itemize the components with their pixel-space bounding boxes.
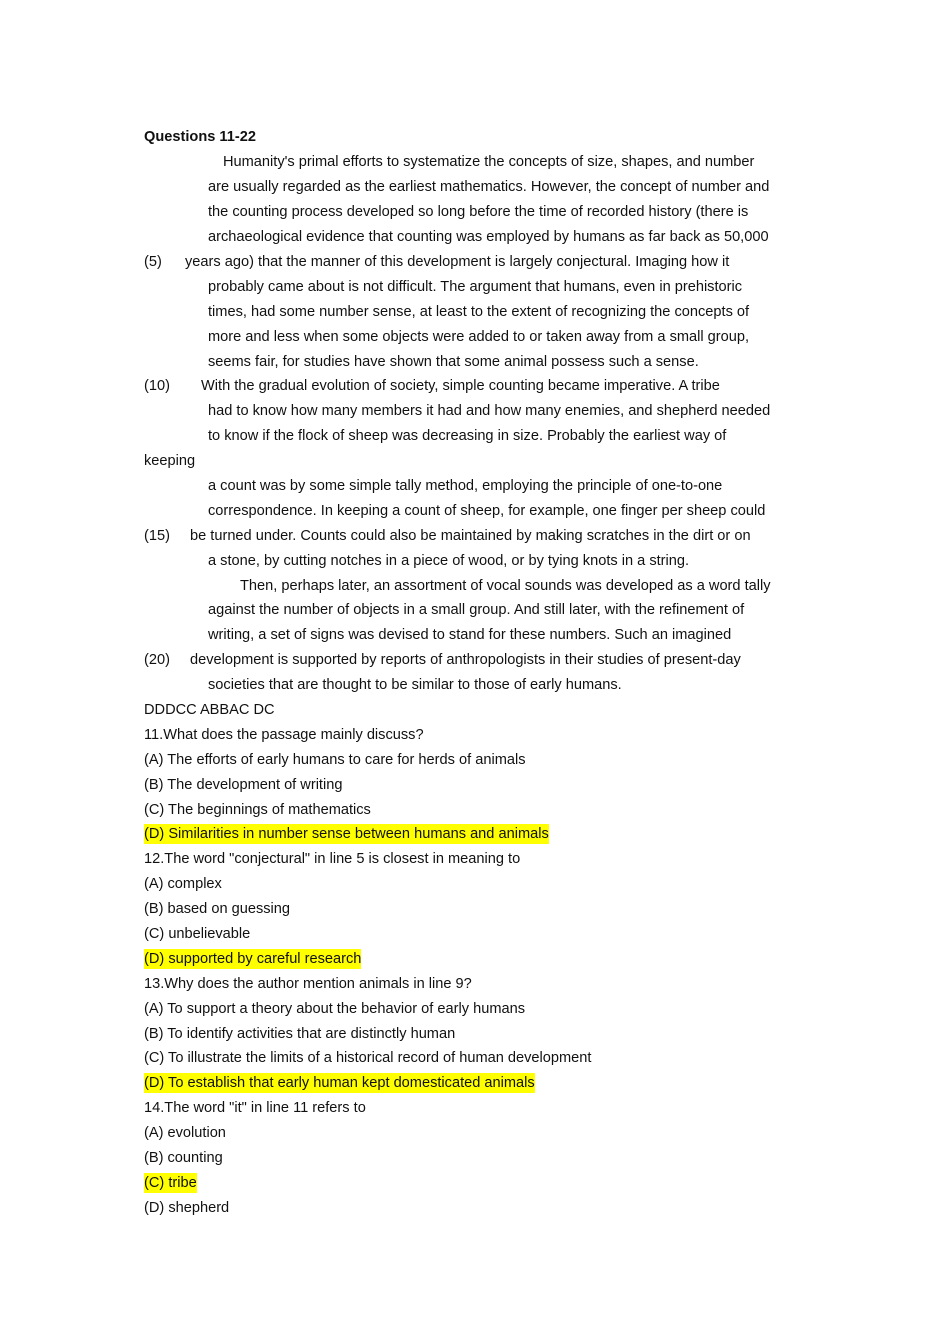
section-title: Questions 11-22 [144, 129, 256, 145]
answer-option: (A) The efforts of early humans to care for herds of animals [144, 752, 526, 768]
line-number: (5) [144, 254, 162, 270]
question-text: 11.What does the passage mainly discuss? [144, 727, 424, 743]
passage-line: to know if the flock of sheep was decreasing in size. Probably the earliest way of [208, 428, 727, 444]
passage-line: probably came about is not difficult. The argument that humans, even in prehistoric [208, 279, 743, 295]
answer-option-highlighted: (D) Similarities in number sense between humans and animals [144, 826, 549, 842]
passage-line: correspondence. In keeping a count of sheep, for example, one finger per sheep could [208, 503, 766, 519]
passage-line: seems fair, for studies have shown that some animal possess such a sense. [208, 354, 699, 370]
line-number: (15) [144, 528, 170, 544]
passage-line: With the gradual evolution of society, simple counting became imperative. A tribe [201, 378, 720, 394]
passage-line: against the number of objects in a small group. And still later, with the refinement of [208, 602, 745, 618]
passage-line: had to know how many members it had and how many enemies, and shepherd needed [208, 403, 771, 419]
question-text: 13.Why does the author mention animals in line 9? [144, 976, 472, 992]
passage-line: times, had some number sense, at least to the extent of recognizing the concepts of [208, 304, 750, 320]
answer-option-highlighted: (C) tribe [144, 1175, 197, 1191]
answer-option: (A) To support a theory about the behavior of early humans [144, 1001, 526, 1017]
answer-option: (B) counting [144, 1150, 223, 1166]
passage-line: are usually regarded as the earliest mathematics. However, the concept of number and [208, 179, 770, 195]
answer-option: (B) based on guessing [144, 901, 291, 917]
passage-line: Then, perhaps later, an assortment of vocal sounds was developed as a word tally [240, 578, 771, 594]
passage-line: more and less when some objects were added to or taken away from a small group, [208, 329, 750, 345]
answer-option: (B) The development of writing [144, 777, 343, 793]
passage-line: years ago) that the manner of this development is largely conjectural. Imaging how it [185, 254, 730, 270]
answer-option: (C) unbelievable [144, 926, 251, 942]
question-text: 14.The word "it" in line 11 refers to [144, 1100, 366, 1116]
passage-line: archaeological evidence that counting was employed by humans as far back as 50,000 [208, 229, 769, 245]
line-number: (10) [144, 378, 170, 394]
answer-option: (A) evolution [144, 1125, 226, 1141]
answer-key: DDDCC ABBAC DC [144, 702, 275, 718]
answer-option: (A) complex [144, 876, 222, 892]
answer-option: (B) To identify activities that are distinctly human [144, 1026, 456, 1042]
passage-line: keeping [144, 453, 196, 469]
passage-line: a stone, by cutting notches in a piece of wood, or by tying knots in a string. [208, 553, 690, 569]
passage-line: a count was by some simple tally method, employing the principle of one-to-one [208, 478, 723, 494]
line-number: (20) [144, 652, 170, 668]
answer-option: (C) To illustrate the limits of a historical record of human development [144, 1050, 592, 1066]
answer-option-highlighted: (D) To establish that early human kept domesticated animals [144, 1075, 535, 1091]
passage-line: the counting process developed so long before the time of recorded history (there is [208, 204, 749, 220]
answer-option: (C) The beginnings of mathematics [144, 802, 371, 818]
passage-line: be turned under. Counts could also be maintained by making scratches in the dirt or on [190, 528, 751, 544]
answer-option: (D) shepherd [144, 1200, 230, 1216]
passage-line: development is supported by reports of anthropologists in their studies of present-day [190, 652, 741, 668]
passage-line: societies that are thought to be similar to those of early humans. [208, 677, 622, 693]
answer-option-highlighted: (D) supported by careful research [144, 951, 362, 967]
passage-line: Humanity's primal efforts to systematize the concepts of size, shapes, and number [223, 154, 755, 170]
question-text: 12.The word "conjectural" in line 5 is closest in meaning to [144, 851, 521, 867]
passage-line: writing, a set of signs was devised to stand for these numbers. Such an imagined [208, 627, 732, 643]
